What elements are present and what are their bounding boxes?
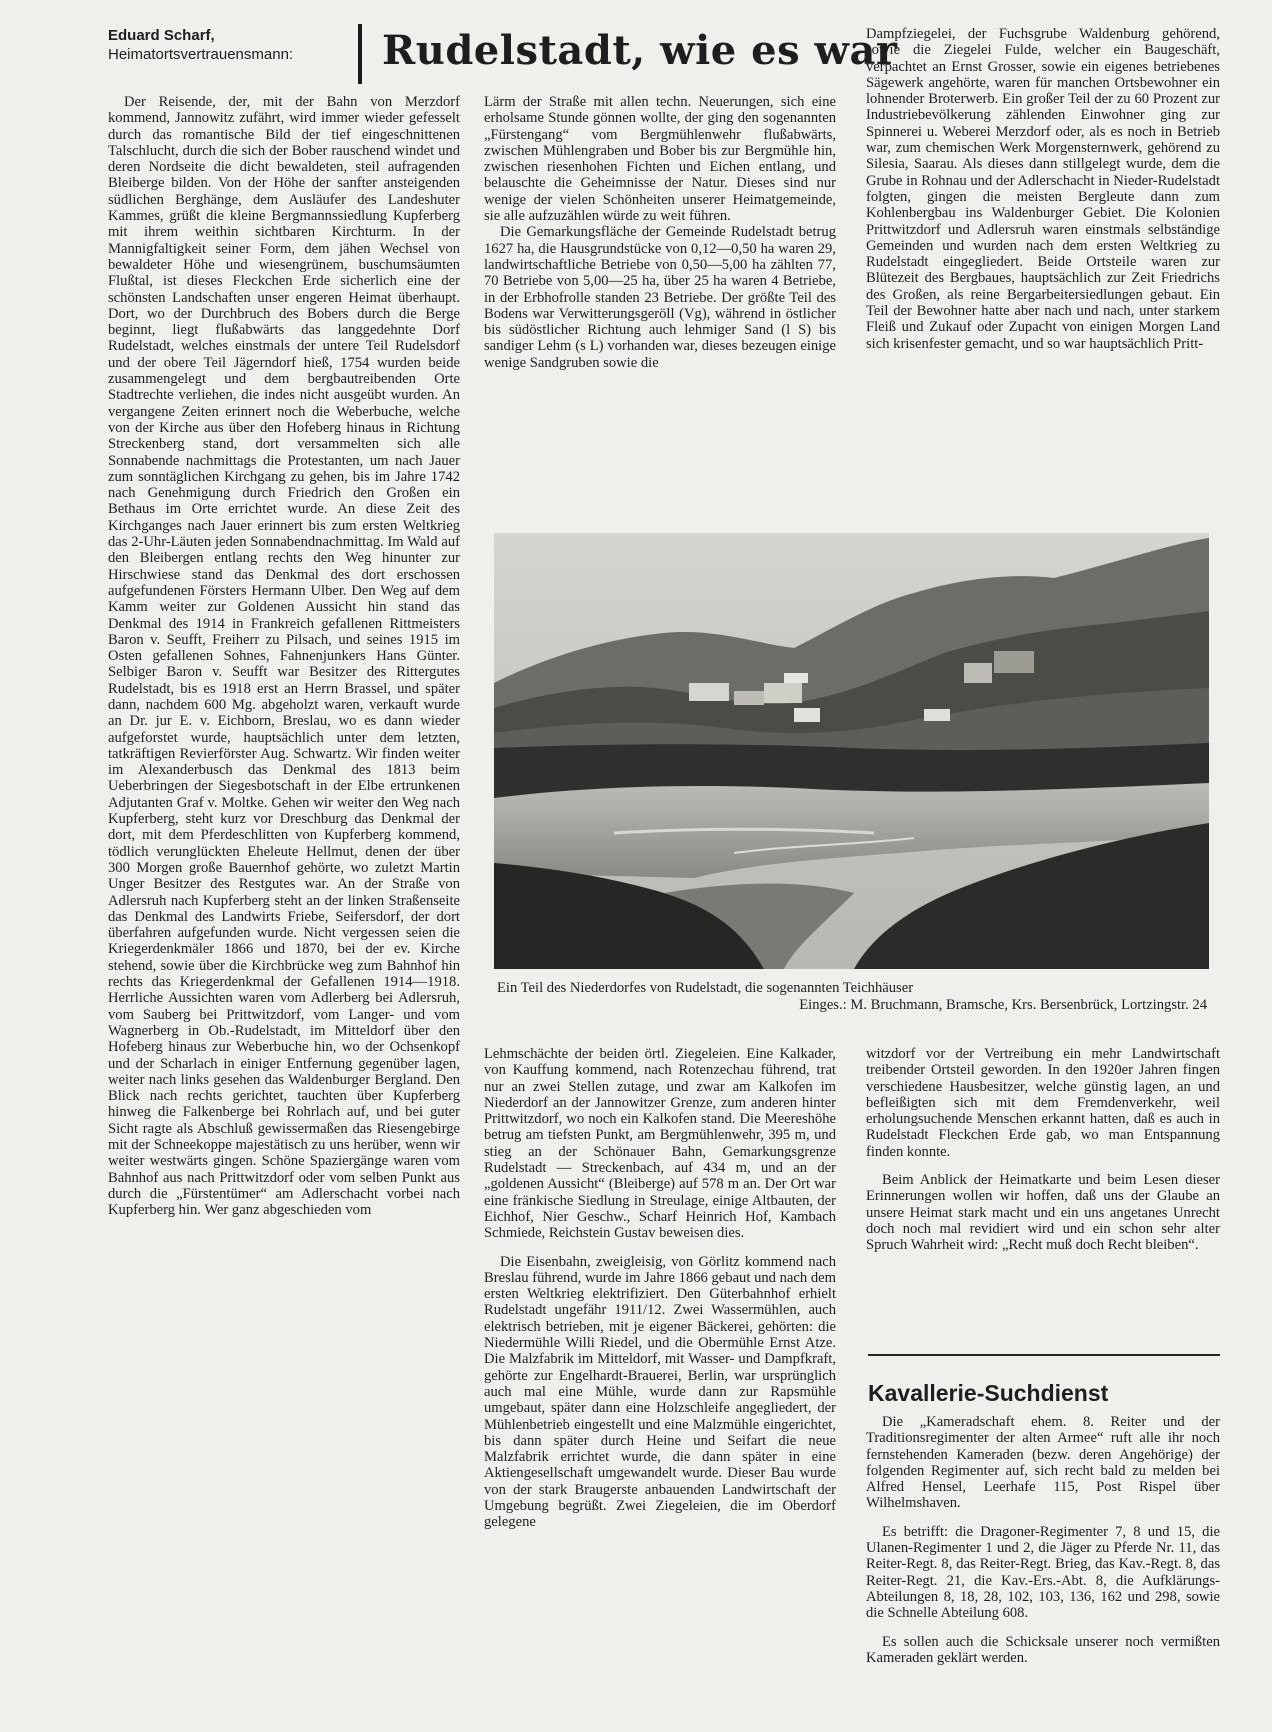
paragraph: Es sollen auch die Schicksale unserer noch vermißten Kameraden geklärt werden. bbox=[866, 1633, 1220, 1666]
paragraph: Die „Kameradschaft ehem. 8. Reiter und der Traditionsregimenter der alten Armee“ ruft alle ihr noch fernstehenden Kameraden (bezw. deren Angehörige) der folgenden Regimenter auf, sich recht bald zu melden bei Alfred Hensel, Leerhafe 115, Post Rispel über Wilhelmshaven. bbox=[866, 1414, 1220, 1512]
paragraph: Lärm der Straße mit allen techn. Neuerungen, sich eine erholsame Stunde gönnen wollte, der ging den sogenannten „Fürstengang“ vom Bergmühlenwehr flußabwärts, zwischen Mühlengraben und Bober bis zur Bergmühle hin, zwischen riesenhohen Fichten und Eichen entlang, und belauschte die Geheimnisse der Natur. Dieses sind nur wenige der vielen Schönheiten unserer Heimatgemeinde, sie alle aufzuzählen würde zu weit führen. bbox=[484, 94, 836, 225]
caption-credit: Einges.: M. Bruchmann, Bramsche, Krs. Bersenbrück, Lortzingstr. 24 bbox=[799, 997, 1207, 1013]
paragraph: Es betrifft: die Dragoner-Regimenter 7, 8 und 15, die Ulanen-Regimenter 1 und 2, die Jäger zu Pferde Nr. 11, das Reiter-Regt. 8, das Reiter-Regt. Brieg, das Kav.-Regt. 8, das Reiter-Regt. 21, die Kav.-Ers.-Abt. 8, die Aufklärungs-Abteilungen 8, 18, 28, 102, 103, 136, 162 und 298, sowie die Schnelle Abteilung 608. bbox=[866, 1523, 1220, 1622]
paragraph: Lehmschächte der beiden örtl. Ziegeleien. Eine Kalkader, von Kauffung kommend, nach Rotenzechau führend, trat nur an zwei Stellen zutage, und zwar am Kalkofen im Niederdorf an der Jannowitzer Grenze, zum anderen hinter Prittwitzdorf, wo noch ein Kalkofen stand. Die Meereshöhe betrug am tiefsten Punkt, am Bergmühlenwehr, 395 m, und stieg an der Schönauer Bahn, Gemarkungsgrenze Rudelstadt — Streckenbach, auf 434 m, und an der „goldenen Aussicht“ (Bleiberge) auf 578 m an. Der Ort war eine fränkische Siedlung in Streulage, einige Altbauten, der Eichhof, Nier Geschw., Scharf Heinrich Hof, Kambach Schmiede, Reichstein Gustav beweisen dies. bbox=[484, 1046, 836, 1242]
author-role: Heimatortsvertrauensmann: bbox=[108, 46, 294, 63]
article-column-3-top bbox=[866, 26, 1220, 352]
paragraph: Die Gemarkungsfläche der Gemeinde Rudelstadt betrug 1627 ha, die Hausgrundstücke von 0,12—0,50 ha waren 29, landwirtschaftliche Betriebe von 0,50—5,00 ha zählten 77, 70 Betriebe von 5,00—25 ha, über 25 ha waren 4 Betriebe, in der Erbhofrolle standen 23 Betriebe. Der größte Teil des Bodens war Verwitterungsgeröll (Vg), während in östlicher bis südöstlicher Richtung auch lehmiger Sand (l S) bis sandiger Lehm (s L) vorhanden war, dieses bezeugen einige wenige Sandgruben sowie die bbox=[484, 224, 836, 371]
paragraph: Dampfziegelei, der Fuchsgrube Waldenburg gehörend, sowie die Ziegelei Fulde, welcher ein Baugeschäft, verpachtet an Ernst Grosser, sowie ein eigenes betriebenes Sägewerk angehörte, waren für manchen Ortsbewohner ein lohnender Broterwerb. Ein großer Teil der zu 60 Prozent zur Industriebevölkerung zählenden Einwohner ging zur Spinnerei u. Weberei Merzdorf oder, als es noch in Betrieb war, zum chemischen Werk Morgensternwerk, gehörend zu Silesia, Saarau. Als dieses dann stillgelegt wurde, dem die Grube in Rohnau und der Adlerschacht in Nieder-Rudelstadt folgten, gingen die meisten Bergleute dann zum Kohlenbergbau ins Waldenburger Gebiet. Die Kolonien Prittwitzdorf und Adlersruh waren einstmals selbständige Gemeinden und wurden nach dem ersten Weltkrieg zu Rudelstadt eingegliedert. Beide Ortsteile waren zur Blütezeit des Bergbaues, hauptsächlich zur Zeit Friedrichs des Großen, als reine Bergarbeitersiedlungen gebaut. Ein Teil der Bewohner hatte aber nach und nach, unter starkem Fleiß und Zukauf oder Zupacht von einigen Morgen Land sich krisenfester gemacht, und so war hauptsächlich Pritt- bbox=[866, 26, 1220, 352]
caption-line-1: Ein Teil des Niederdorfes von Rudelstadt, die sogenannten Teichhäuser bbox=[497, 980, 914, 996]
author-block bbox=[108, 26, 358, 64]
photo-caption bbox=[494, 980, 1209, 1014]
paragraph: Beim Anblick der Heimatkarte und beim Lesen dieser Erinnerungen wollen wir hoffen, daß uns der Glaube an unsere Heimat stark macht und ein uns angetanes Unrecht doch noch mal revidiert wird und ein schon sehr alter Spruch Wahrheit wird: „Recht muß doch Recht bleiben“. bbox=[866, 1172, 1220, 1254]
title-divider bbox=[358, 24, 362, 84]
article-column-2-bottom bbox=[484, 1046, 836, 1531]
article-column-3-bottom bbox=[866, 1046, 1220, 1254]
kavallerie-heading: Kavallerie-Suchdienst bbox=[868, 1380, 1109, 1406]
section-divider bbox=[868, 1354, 1220, 1356]
author-name: Eduard Scharf, bbox=[108, 27, 215, 44]
paragraph: Der Reisende, der, mit der Bahn von Merzdorf kommend, Jannowitz zufährt, wird immer wieder gefesselt durch das romantische Bild der tief eingeschnittenen Talschlucht, durch die sich der Bober rauschend windet und deren Nordseite die dicht bewaldeten, steil aufragenden Bleiberge bilden. Von der Höhe der sanfter ansteigenden südlichen Berghänge, dem Ausläufer des Landeshuter Kammes, grüßt die kleine Bergmannssiedlung Kupferberg mit ihrem weithin sichtbaren Kirchturm. In der Mannigfaltigkeit seiner Form, dem jähen Wechsel von bewaldeter Höhe und wiesengrünem, buschumsäumten Flußtal, ist dieses Fleckchen Erde sicherlich eine der schönsten Landschaften unser engeren Heimat überhaupt. Dort, wo der Durchbruch des Bobers durch die Berge beginnt, liegt flußabwärts das langgedehnte Dorf Rudelstadt, welches einstmals der untere Teil Rudelsdorf und der obere Teil Jägerndorf hieß, 1754 wurden beide zusammengelegt und dem bergbautreibenden Orte Stadtrechte verliehen, die indes nicht ausgeübt wurden. An vergangene Zeiten erinnert noch die Weberbuche, welche von der Kirche aus über den Hofeberg hinaus in Richtung Streckenberg stand, dort versammelten sich alle Sonnabende nachmittags die Protestanten, um nach Jauer zum sonntäglichen Kirchgang zu gehen, bis im Jahre 1742 nach Genehmigung durch Friedrich den Großen ein Bethaus im Orte errichtet wurde. An diese Zeit des Kirchganges nach Jauer erinnert bis zum ersten Weltkrieg das 2-Uhr-Läuten jeden Sonnabendnachmittag. Im Wald auf den Bleibergen entlang rechts den Weg hinunter zur Hirschwiese stand das Denkmal des dort erschossen aufgefundenen Försters Hermann Ulber. Den Weg auf dem Kamm weiter zur Goldenen Aussicht hin stand das Denkmal des 1914 in Frankreich gefallenen Rittmeisters Baron v. Seufft, Freiherr zu Pilsach, und seines 1915 im Osten gefallenen Sohnes, Fahnenjunkers Hans Günter. Selbiger Baron v. Seufft war Besitzer des Rittergutes Rudelstadt, bis es 1918 erst an Herrn Brassel, und später dann, nachdem 600 Mg. abgeholzt waren, verkauft wurde an Dr. jur E. v. Eichborn, Breslau, wo es dann wieder aufgeforstet wurde, hauptsächlich unter dem letzten, tatkräftigen Revierförster Aug. Schwartz. Wir finden weiter im Alexanderbusch das Denkmal des 1813 beim Ueberbringen der Siegesbotschaft in der Elbe ertrunkenen Adjutanten Graf v. Moltke. Gehen wir weiter den Weg nach Kupferberg, steht kurz vor Dreschburg das Denkmal der dort, mit dem Pferdeschlitten von Kupferberg kommend, tödlich verunglückten Eheleute Hellmut, denen der über 300 Morgen große Bauernhof gehörte, wo zuletzt Martin Unger Besitzer des Restgutes war. An der Straße von Adlersruh nach Kupferberg steht an der linken Straßenseite das Denkmal des Landwirts Friebe, Seifersdorf, der dort überfahren aufgefunden wurde. Nicht vergessen seien die Kriegerdenkmäler 1866 und 1870, bei der ev. Kirche stehend, sowie über die Kirchbrücke weg zum Bahnhof hin rechts das Kriegerdenkmal der Gefallenen 1914—1918. Herrliche Aussichten waren vom Adlerberg bei Adlersruh, vom Sauberg bei Prittwitzdorf, vom Langer- und vom Wagnerberg in Ob.-Rudelstadt, im Mitteldorf über den Hofeberg hinaus zur Weberbuche hin, wo der Ochsenkopf und der Scharlach in einiger Entfernung gegenüber lagen, weiter nach links gesehen das Waldenburger Bergland. Den Blick nach rechts gerichtet, tauchten über Kupferberg hinweg die Falkenberge bei Rohrlach auf, und bei guter Sicht ragte als Abschluß gewissermaßen das Riesengebirge mit der Schneekoppe majestätisch zu uns herüber, wenn wir weiter westwärts gingen. Schöne Spaziergänge waren vom Bahnhof aus nach Prittwitzdorf oder vom selben Punkt aus durch die „Fürstentümer“ am Adlerschacht vorbei nach Kupferberg hin. Wer ganz abgeschieden vom bbox=[108, 94, 460, 1219]
article-column-2-top bbox=[484, 94, 836, 371]
landscape-photo bbox=[494, 533, 1209, 969]
paragraph: witzdorf vor der Vertreibung ein mehr Landwirtschaft treibender Ortsteil geworden. In den 1920er Jahren fingen verschiedene Hausbesitzer, welche günstig lagen, an und befleißigten sich mit dem Fremdenverkehr, weil erholungsuchende Menschen erkannt hatten, daß es auch in Rudelstadt Fleckchen Erde gab, wo man Entspannung finden konnte. bbox=[866, 1046, 1220, 1160]
paragraph: Die Eisenbahn, zweigleisig, von Görlitz kommend nach Breslau führend, wurde im Jahre 1866 gebaut und nach dem ersten Weltkrieg elektrifiziert. Den Güterbahnhof erhielt Rudelstadt ungefähr 1911/12. Zwei Wassermühlen, auch elektrisch betrieben, mit je eigener Bäckerei, gehörten: die Niedermühle Willi Riedel, und die Obermühle Ernst Atze. Die Malzfabrik im Mitteldorf, mit Wasser- und Dampfkraft, gehörte zur Engelhardt-Brauerei, Berlin, war ursprünglich auch mal eine Mühle, wurde dann zur Rapsmühle umgebaut, später dann eine Holzschleife angegliedert, der Mühlenbetrieb eingestellt und eine Malzmühle eingerichtet, bis dann später durch Heine und Seifart die neue Malzfabrik errichtet wurde, die dann später in eine Aktiengesellschaft umgewandelt wurde. Dieser Bau wurde von der stark Braugerste anbauenden Landwirtschaft der Umgebung begrüßt. Zwei Ziegeleien, die im Oberdorf gelegene bbox=[484, 1253, 836, 1531]
article-column-1 bbox=[108, 94, 460, 1218]
page-title: Rudelstadt, wie es war bbox=[382, 27, 898, 74]
kavallerie-notice bbox=[866, 1414, 1220, 1666]
